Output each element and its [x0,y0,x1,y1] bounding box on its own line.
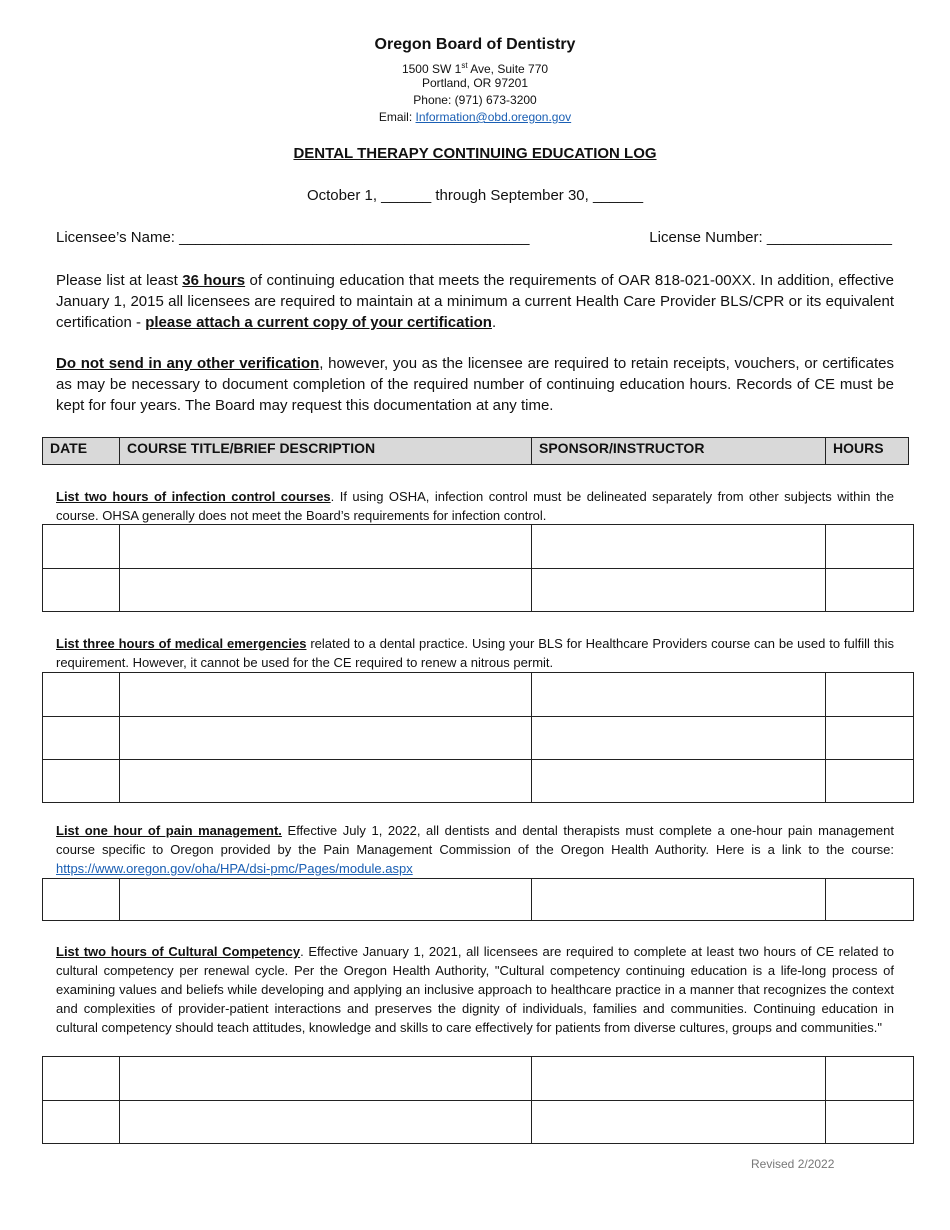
verification-paragraph [56,353,894,416]
para1-text-2: of continuing education that meets the requirements of OAR 818-021-00XX. In addition, effective January 1, 2015 all licensees are required to maintain at a minimum a current Health Care Provider BLS/CPR or its equivalent certification - [56,272,895,331]
sponsor-cell[interactable] [531,569,826,611]
table-row [43,759,913,802]
section-heading: List one hour of pain management. [56,823,282,838]
instructions-paragraph [56,270,894,333]
section-infection-note [56,487,894,525]
sponsor-cell[interactable] [531,1057,826,1100]
section-medical-note [56,634,894,672]
license-number-field[interactable]: License Number: _______________ [649,229,892,246]
period-line: October 1, ______ through September 30, ______ [306,187,644,204]
revision-note: Revised 2/2022 [751,1157,835,1171]
infection-control-table [42,524,914,612]
sponsor-cell[interactable] [531,673,826,716]
section-text: . Effective January 1, 2021, all licensees are required to complete at least two hours of CE related to cultural competency per renewal cycle. Per the Oregon Health Authority, "Cultural competency continuing education is a life-long process of examining values and beliefs while developing and applying an inclusive approach to healthcare practice in a manner that recognizes the context and complexities of provider-patient interactions and preserves the dignity of individuals, families and communities. Continuing education in cultural competency should teach attitudes, knowledge and skills to care effectively for patients from diverse cultures, groups and communities." [56,944,894,1035]
phone: Phone: (971) 673-3200 [413,93,537,107]
table-row [43,525,913,568]
sponsor-cell[interactable] [531,525,826,568]
address-line-1-post: Ave, Suite 770 [467,62,549,76]
hours-cell[interactable] [825,1101,914,1143]
licensee-info [56,229,892,246]
sponsor-cell[interactable] [531,1101,826,1143]
pain-course-link[interactable]: https://www.oregon.gov/oha/HPA/dsi-pmc/Pages/module.aspx [56,861,413,876]
para1-hours: 36 hours [182,272,246,289]
address-line-1-sup: st [461,61,468,70]
table-row [43,568,913,611]
hours-cell[interactable] [825,525,914,568]
para1-attach: please attach a current copy of your certification [145,314,492,331]
table-row [43,673,913,716]
para1-text-3: . [491,314,497,331]
course-cell[interactable] [119,879,532,920]
date-cell[interactable] [43,673,119,716]
org-name: Oregon Board of Dentistry [374,36,576,53]
section-heading: List two hours of Cultural Competency [56,944,301,959]
date-cell[interactable] [43,569,119,611]
hours-cell[interactable] [825,717,914,759]
email-line [0,109,950,126]
para2-heading: Do not send in any other verification [56,355,320,372]
para2-text: , however, you as the licensee are required to retain receipts, vouchers, or certificates as may be necessary to document completion of the required number of continuing education hours. Records of CE must be kept for four years. The Board may request this documentation at any time. [56,355,894,414]
section-heading: List two hours of infection control courses [56,489,331,504]
section-pain-note [56,821,894,878]
hours-cell[interactable] [825,760,914,802]
sponsor-cell[interactable] [531,879,826,920]
hours-cell[interactable] [825,879,914,920]
hours-cell[interactable] [825,569,914,611]
hours-cell[interactable] [825,1057,914,1100]
course-cell[interactable] [119,569,532,611]
section-text: . If using OSHA, infection control must be delineated separately from other subjects within the course. OHSA generally does not meet the Board’s requirements for infection control. [56,489,895,523]
col-course: COURSE TITLE/BRIEF DESCRIPTION [119,438,375,464]
course-cell[interactable] [119,1101,532,1143]
para1-text-1: Please list at least [56,272,183,289]
table-row [43,1100,913,1143]
course-cell[interactable] [119,1057,532,1100]
medical-emergencies-table [42,672,914,803]
date-cell[interactable] [43,525,119,568]
log-table-header [42,437,909,465]
course-cell[interactable] [119,760,532,802]
address-line-2: Portland, OR 97201 [421,76,529,90]
section-text: related to a dental practice. Using your BLS for Healthcare Providers course can be used to fulfill this requirement. However, it cannot be used for the CE required to renew a nitrous permit. [56,636,894,670]
section-cultural-note [56,942,894,1037]
course-cell[interactable] [119,525,532,568]
page-title: DENTAL THERAPY CONTINUING EDUCATION LOG [293,145,657,162]
col-hours: HOURS [825,438,884,464]
email-label: Email: [378,110,416,124]
table-row [43,879,913,920]
sponsor-cell[interactable] [531,717,826,759]
date-cell[interactable] [43,1057,119,1100]
section-heading: List three hours of medical emergencies [56,636,307,651]
sponsor-cell[interactable] [531,760,826,802]
course-cell[interactable] [119,673,532,716]
date-cell[interactable] [43,879,119,920]
section-text: Effective July 1, 2022, all dentists and dental therapists must complete a one-hour pain management course specific to Oregon provided by the Pain Management Commission of the Oregon Health Authority. Here is a link to the course: [56,823,894,857]
email-link[interactable]: Information@obd.oregon.gov [415,110,572,124]
date-cell[interactable] [43,717,119,759]
table-row [43,716,913,759]
date-cell[interactable] [43,1101,119,1143]
table-row [43,1057,913,1100]
address-line-1-pre: 1500 SW 1 [401,62,462,76]
hours-cell[interactable] [825,673,914,716]
col-sponsor: SPONSOR/INSTRUCTOR [531,438,704,464]
pain-management-table [42,878,914,921]
date-cell[interactable] [43,760,119,802]
cultural-competency-table [42,1056,914,1144]
course-cell[interactable] [119,717,532,759]
licensee-name-field[interactable]: Licensee’s Name: __________________________________________ [56,229,530,246]
col-date: DATE [50,440,88,456]
